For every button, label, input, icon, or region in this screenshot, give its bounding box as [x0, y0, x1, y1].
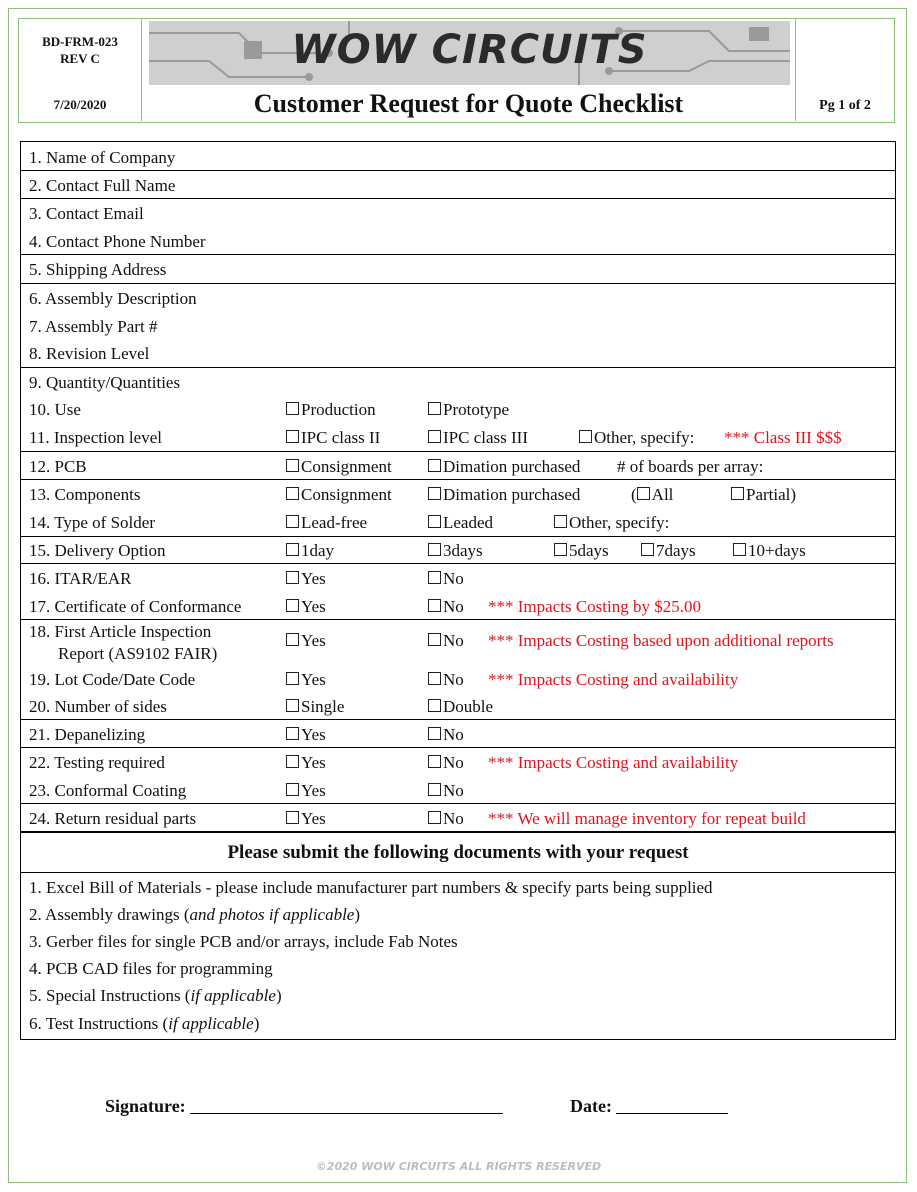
- row-divider: [21, 170, 895, 171]
- row-divider: [21, 198, 895, 199]
- checkbox-itar-yes[interactable]: Yes: [286, 569, 326, 589]
- checkbox-10plus-days[interactable]: 10+days: [733, 541, 806, 561]
- page-number-cell: [795, 19, 894, 121]
- checkbox-lead-free[interactable]: Lead-free: [286, 513, 367, 533]
- checkbox-pcb-dimation[interactable]: Dimation purchased: [428, 457, 580, 477]
- note-coc-cost: *** Impacts Costing by $25.00: [488, 597, 701, 616]
- doc-item-bom: 1. Excel Bill of Materials - please include manufacturer part numbers & specify parts being supplied: [29, 878, 713, 897]
- field-delivery-option: 15. Delivery Option: [29, 541, 166, 560]
- note-class-3: *** Class III $$$: [724, 428, 842, 447]
- checkbox-components-all[interactable]: ( All: [631, 485, 674, 504]
- date-line[interactable]: [616, 1095, 728, 1114]
- page-number: Pg 1 of 2: [819, 98, 871, 113]
- checkbox-coating-yes[interactable]: Yes: [286, 781, 326, 801]
- doc-item-gerber: 3. Gerber files for single PCB and/or arrays, include Fab Notes: [29, 932, 458, 951]
- field-contact-phone[interactable]: 4. Contact Phone Number: [29, 232, 206, 251]
- row-divider: [21, 451, 895, 452]
- note-lot-cost: *** Impacts Costing and availability: [488, 670, 739, 689]
- field-solder-type: 14. Type of Solder: [29, 513, 155, 532]
- note-fai-cost: *** Impacts Costing based upon additional reports: [488, 631, 834, 650]
- checkbox-double[interactable]: Double: [428, 697, 493, 717]
- field-return-residual: 24. Return residual parts: [29, 809, 197, 828]
- field-inspection-level: 11. Inspection level: [29, 428, 162, 447]
- form-header: [18, 18, 895, 123]
- field-testing-required: 22. Testing required: [29, 753, 165, 772]
- checkbox-leaded[interactable]: Leaded: [428, 513, 493, 533]
- signature-field[interactable]: [105, 1095, 503, 1117]
- date-label: Date:: [570, 1096, 612, 1116]
- checkbox-components-partial[interactable]: Partial): [731, 485, 796, 505]
- checkbox-ipc-class-2[interactable]: IPC class II: [286, 428, 380, 448]
- row-divider: [21, 831, 895, 833]
- company-logo: [149, 21, 790, 85]
- field-company-name[interactable]: 1. Name of Company: [29, 148, 176, 167]
- documents-heading: Please submit the following documents with your request: [227, 842, 689, 863]
- checkbox-itar-no[interactable]: No: [428, 569, 464, 589]
- checkbox-coating-no[interactable]: No: [428, 781, 464, 801]
- checkbox-3days[interactable]: 3days: [428, 541, 483, 561]
- form-id-cell: [19, 19, 142, 121]
- form-date: 7/20/2020: [53, 97, 107, 112]
- field-first-article-inspection-line2: Report (AS9102 FAIR): [58, 644, 218, 663]
- checkbox-production[interactable]: Production: [286, 400, 376, 420]
- field-depanelizing: 21. Depanelizing: [29, 725, 146, 744]
- checkbox-components-dimation[interactable]: Dimation purchased: [428, 485, 580, 505]
- row-divider: [21, 254, 895, 255]
- checkbox-fai-yes[interactable]: Yes: [286, 631, 326, 651]
- checkbox-lot-no[interactable]: No: [428, 670, 464, 690]
- checkbox-coc-yes[interactable]: Yes: [286, 597, 326, 617]
- row-divider: [21, 479, 895, 480]
- checkbox-residual-no[interactable]: No: [428, 809, 464, 829]
- field-contact-name[interactable]: 2. Contact Full Name: [29, 176, 176, 195]
- checkbox-1day[interactable]: 1day: [286, 541, 334, 561]
- field-revision-level[interactable]: 8. Revision Level: [29, 344, 150, 363]
- checkbox-fai-no[interactable]: No: [428, 631, 464, 651]
- doc-item-pcb-cad: 4. PCB CAD files for programming: [29, 959, 273, 978]
- field-conformal-coating: 23. Conformal Coating: [29, 781, 187, 800]
- checkbox-lot-yes[interactable]: Yes: [286, 670, 326, 690]
- checkbox-single[interactable]: Single: [286, 697, 344, 717]
- row-divider: [21, 367, 895, 368]
- field-shipping-address[interactable]: 5. Shipping Address: [29, 260, 167, 279]
- checkbox-components-consignment[interactable]: Consignment: [286, 485, 392, 505]
- checkbox-prototype[interactable]: Prototype: [428, 400, 509, 420]
- checkbox-depanel-yes[interactable]: Yes: [286, 725, 326, 745]
- boards-per-array-label[interactable]: # of boards per array:: [617, 457, 764, 476]
- field-use: 10. Use: [29, 400, 81, 419]
- checkbox-ipc-class-3[interactable]: IPC class III: [428, 428, 528, 448]
- doc-item-special-instructions: 5. Special Instructions (if applicable): [29, 986, 282, 1005]
- checkbox-7days[interactable]: 7days: [641, 541, 696, 561]
- page-title: Customer Request for Quote Checklist: [253, 89, 684, 118]
- date-field[interactable]: [570, 1095, 728, 1117]
- note-residual-inventory: *** We will manage inventory for repeat build: [488, 809, 806, 828]
- field-lot-code: 19. Lot Code/Date Code: [29, 670, 196, 689]
- field-first-article-inspection: 18. First Article Inspection: [29, 622, 212, 641]
- row-divider: [21, 719, 895, 720]
- checklist-table: [20, 141, 896, 1040]
- row-divider: [21, 283, 895, 284]
- field-assembly-part[interactable]: 7. Assembly Part #: [29, 317, 158, 336]
- field-assembly-description[interactable]: 6. Assembly Description: [29, 289, 197, 308]
- checkbox-solder-other[interactable]: Other, specify:: [554, 513, 669, 533]
- copyright-footer: ©2020 WOW CIRCUITS ALL RIGHTS RESERVED: [315, 1160, 602, 1173]
- checkbox-pcb-consignment[interactable]: Consignment: [286, 457, 392, 477]
- checkbox-testing-yes[interactable]: Yes: [286, 753, 326, 773]
- checkbox-testing-no[interactable]: No: [428, 753, 464, 773]
- field-components: 13. Components: [29, 485, 141, 504]
- logo-text: WOW CIRCUITS: [291, 27, 648, 73]
- field-certificate-conformance: 17. Certificate of Conformance: [29, 597, 242, 616]
- checkbox-depanel-no[interactable]: No: [428, 725, 464, 745]
- doc-item-assembly-drawings: 2. Assembly drawings (and photos if applicable): [29, 905, 361, 924]
- checkbox-5days[interactable]: 5days: [554, 541, 609, 561]
- form-code: BD-FRM-023: [42, 34, 118, 49]
- checkbox-coc-no[interactable]: No: [428, 597, 464, 617]
- field-contact-email[interactable]: 3. Contact Email: [29, 204, 144, 223]
- row-divider: [21, 803, 895, 804]
- signature-line[interactable]: [190, 1095, 503, 1114]
- note-testing-cost: *** Impacts Costing and availability: [488, 753, 739, 772]
- field-number-of-sides: 20. Number of sides: [29, 697, 167, 716]
- row-divider: [21, 747, 895, 748]
- doc-item-test-instructions: 6. Test Instructions (if applicable): [29, 1014, 260, 1033]
- form-revision: REV C: [60, 51, 100, 66]
- row-divider: [21, 563, 895, 564]
- row-divider: [21, 872, 895, 873]
- checkbox-inspection-other[interactable]: Other, specify:: [579, 428, 694, 448]
- checkbox-residual-yes[interactable]: Yes: [286, 809, 326, 829]
- field-itar-ear: 16. ITAR/EAR: [29, 569, 132, 588]
- signature-label: Signature:: [105, 1096, 186, 1116]
- field-pcb: 12. PCB: [29, 457, 87, 476]
- field-quantity[interactable]: 9. Quantity/Quantities: [29, 373, 181, 392]
